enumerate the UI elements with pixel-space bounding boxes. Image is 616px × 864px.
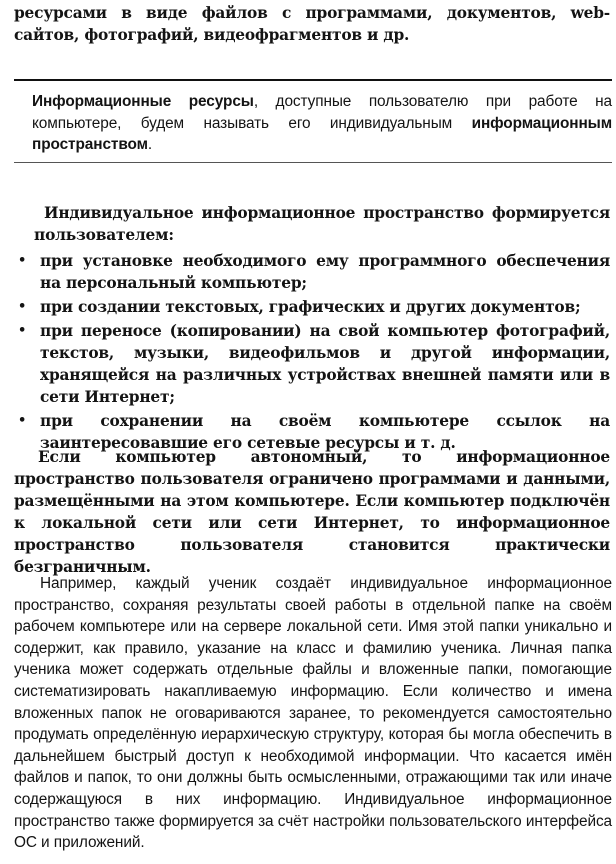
list-item — [14, 250, 610, 294]
formation-lead-paragraph: Индивидуальное информационное пространство формируется пользователем: — [34, 204, 610, 244]
bullet-icon: • — [18, 413, 27, 428]
list-item — [14, 320, 610, 408]
definition-term-space: информационным пространством — [32, 114, 612, 154]
list-item — [14, 296, 610, 318]
formation-bullet-list — [14, 250, 610, 456]
intro-paragraph: ресурсами в виде файлов с программами, документов, web-сайтов, фотографий, видеофрагментов и др. — [14, 4, 610, 44]
list-item-text: при создании текстовых, графических и других документов; — [40, 298, 581, 316]
definition-text-middle: , доступные пользователю при работе на компьютере, будем называть его индивидуальным — [32, 93, 613, 132]
definition-term-resources: Информационные ресурсы — [32, 93, 254, 110]
list-item-text: при установке необходимого ему программного обеспечения на персональный компьютер; — [40, 252, 610, 292]
example-paragraph: Например, каждый ученик создаёт индивидуальное информационное пространство, сохраняя результаты своей работы в отдельной папке на своём рабочем компьютере или на сервере локальной сети. Имя этой папки уникально и содержит, как правило, указание на класс и фамилию ученика. Личная папка ученика может содержать отдельные файлы и вложенные папки, помогающие систематизировать накапливаемую информацию. Если количество и имена вложенных папок не оговариваются заранее, то рекомендуется самостоятельно продумать определённую иерархическую структуру, которая бы могла обеспечить в дальнейшем быстрый доступ к необходимой информации. Что касается имён файлов и папок, то они должны быть осмысленными, отражающими так или иначе содержащуюся в них информацию. Индивидуальное информационное пространство также формируется за счёт настройки пользовательского интерфейса ОС и приложений. — [14, 575, 612, 852]
list-item-text: при переносе (копировании) на свой компьютер фотографий, текстов, музыки, видеофильмов и другой информации, хранящейся на различных устройствах внешней памяти или в сети Интернет; — [40, 322, 610, 406]
autonomy-paragraph: Если компьютер автономный, то информационное пространство пользователя ограничено программами и данными, размещёнными на этом компьютере. Если компьютер подключён к локальной сети или сети Интернет, то информационное пространство пользователя становится практически безграничным. — [14, 448, 610, 576]
bullet-icon: • — [18, 299, 27, 314]
list-item-text: при сохранении на своём компьютере ссылок на заинтересовавшие его сетевые ресурсы и т. д. — [40, 412, 610, 452]
bullet-icon: • — [18, 323, 27, 338]
bullet-icon: • — [18, 253, 27, 268]
definition-text-end: . — [147, 136, 153, 154]
definition-bottom-rule — [14, 162, 612, 163]
definition-box — [32, 91, 612, 156]
definition-top-rule — [14, 79, 612, 81]
